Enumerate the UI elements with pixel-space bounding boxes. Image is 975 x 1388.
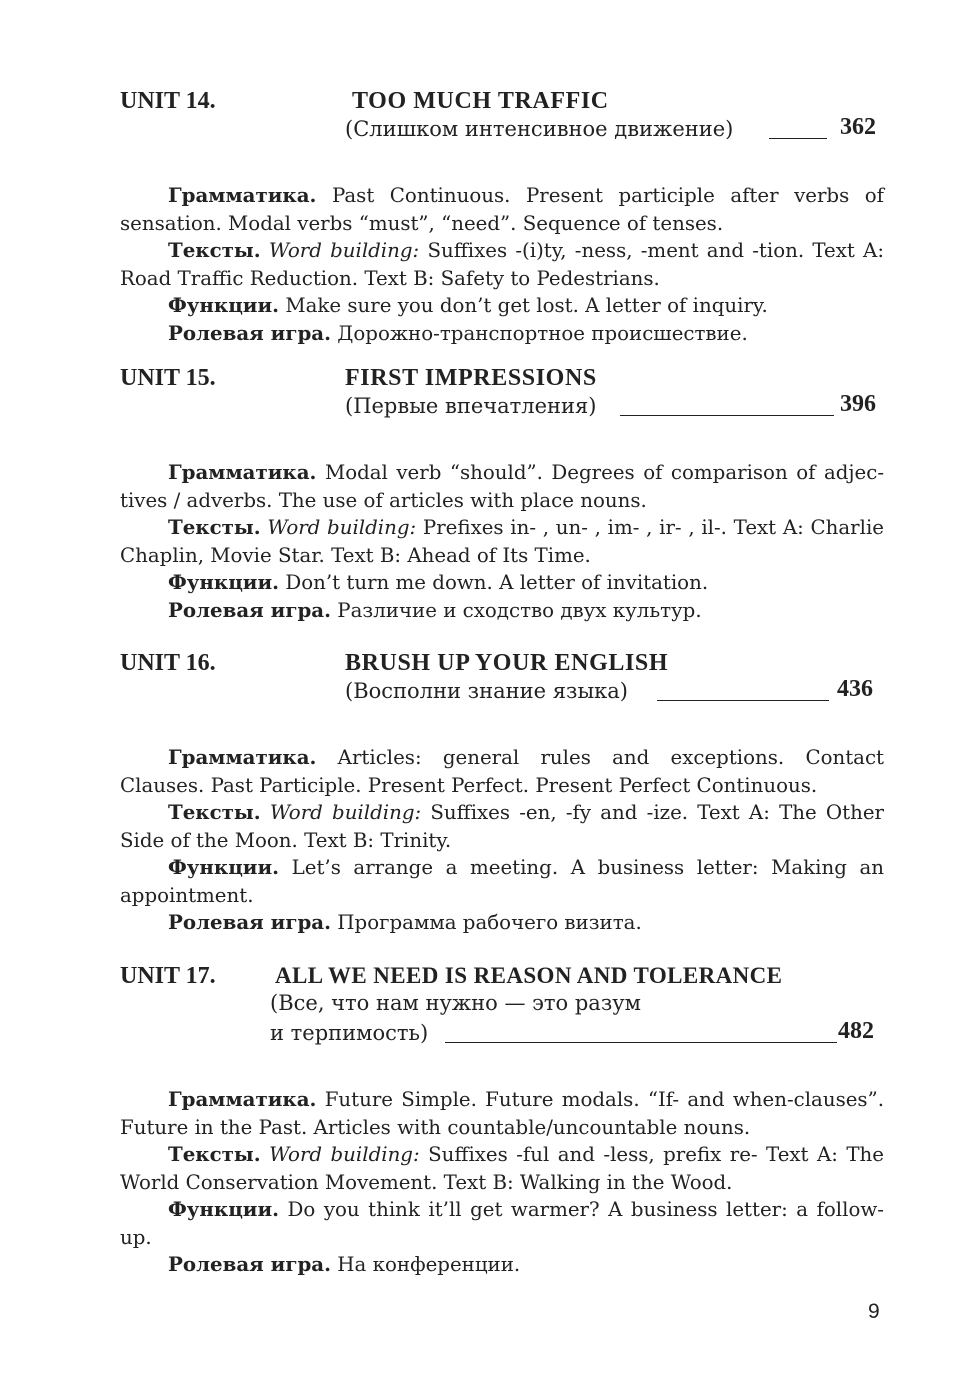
functions-paragraph (120, 854, 884, 909)
unit-title[interactable]: BRUSH UP YOUR ENGLISH (345, 650, 669, 676)
role-play-paragraph (120, 597, 884, 625)
unit-description (120, 744, 884, 937)
functions-text: Don’t turn me down. A letter of invitation. (285, 571, 709, 594)
grammar-text: Past Continuous. Present participle after verbs of sensation. Modal verbs “must”, “need”. Sequence of tenses. (120, 184, 884, 235)
texts-text: Suffixes -ful and -less, prefix re- Text A: The World Conservation Movement. Text B: Walking in the Wood. (120, 1143, 884, 1194)
unit-header (120, 365, 884, 422)
unit-description (120, 459, 884, 624)
unit-header (120, 650, 884, 707)
texts-paragraph (120, 237, 884, 292)
unit-subtitle: (Первые впечатления) (345, 394, 597, 418)
grammar-label: Грамматика. (168, 745, 317, 769)
leader-line (657, 700, 829, 701)
role-play-paragraph (120, 909, 884, 937)
role-play-text: На конференции. (337, 1253, 521, 1276)
grammar-text: Modal verb “should”. Degrees of comparison of adjec-tives / adverbs. The use of articles with place nouns. (120, 461, 885, 512)
unit-subtitle-line (345, 115, 884, 145)
grammar-label: Грамматика. (168, 460, 317, 484)
unit-number: UNIT 17. (120, 963, 216, 989)
role-play-paragraph (120, 1251, 884, 1279)
grammar-paragraph (120, 182, 884, 237)
unit-subtitle-line (270, 989, 884, 1019)
word-building-label: Word building: (269, 801, 422, 824)
unit-title[interactable]: ALL WE NEED IS REASON AND TOLERANCE (275, 963, 783, 988)
texts-label: Тексты. (168, 800, 261, 824)
functions-label: Функции. (168, 1197, 280, 1221)
unit-number: UNIT 16. (120, 650, 216, 676)
grammar-text: Articles: general rules and exceptions. Contact Clauses. Past Participle. Present Perfect. Present Perfect Continuous. (120, 746, 884, 797)
unit-number: UNIT 15. (120, 365, 216, 391)
texts-text: Prefixes in- , un- , im- , ir- , il-. Text A: Charlie Chaplin, Movie Star. Text B: Ahead of Its Time. (120, 516, 884, 567)
role-play-label: Ролевая игра. (168, 1252, 331, 1276)
functions-label: Функции. (168, 570, 280, 594)
grammar-paragraph (120, 1086, 884, 1141)
unit-page-number[interactable]: 362 (840, 114, 876, 140)
grammar-paragraph (120, 744, 884, 799)
texts-label: Тексты. (168, 238, 261, 262)
unit-title[interactable]: FIRST IMPRESSIONS (345, 365, 597, 391)
grammar-paragraph (120, 459, 884, 514)
unit-subtitle: и терпимость) (270, 1021, 429, 1045)
unit-subtitle: (Все, что нам нужно — это разум (270, 991, 641, 1015)
functions-text: Make sure you don’t get lost. A letter of inquiry. (285, 294, 768, 317)
grammar-text: Future Simple. Future modals. “If- and when-clauses”. Future in the Past. Articles with countable/uncountable nouns. (120, 1088, 884, 1139)
unit-17 (120, 963, 884, 1279)
functions-text: Let’s arrange a meeting. A business letter: Making an appointment. (120, 856, 884, 907)
role-play-label: Ролевая игра. (168, 597, 331, 622)
leader-line (620, 415, 834, 416)
word-building-label: Word building: (267, 516, 417, 539)
role-play-text: Программа рабочего визита. (337, 911, 642, 934)
unit-page-number[interactable]: 482 (838, 1018, 874, 1044)
unit-number: UNIT 14. (120, 88, 216, 114)
functions-paragraph (120, 1196, 884, 1251)
texts-paragraph (120, 1141, 884, 1196)
functions-label: Функции. (168, 855, 280, 879)
leader-line (769, 138, 827, 139)
grammar-label: Грамматика. (168, 183, 317, 207)
functions-text: Do you think it’ll get warmer? A business letter: a follow-up. (120, 1198, 884, 1249)
unit-header (120, 88, 884, 145)
page-number: 9 (868, 1300, 880, 1323)
unit-description (120, 1086, 884, 1279)
unit-16 (120, 650, 884, 937)
unit-subtitle-line (345, 392, 884, 422)
unit-subtitle-line (345, 677, 884, 707)
word-building-label: Word building: (268, 239, 420, 262)
unit-subtitle-line (270, 1019, 884, 1049)
role-play-paragraph (120, 320, 884, 348)
role-play-label: Ролевая игра. (168, 320, 331, 345)
unit-description (120, 182, 884, 347)
leader-line (445, 1042, 837, 1043)
functions-label: Функции. (168, 293, 280, 317)
texts-label: Тексты. (168, 1142, 261, 1166)
texts-text: Suffixes -(i)ty, -ness, -ment and -tion. Text A: Road Traffic Reduction. Text B: Safety to Pedestrians. (120, 239, 884, 290)
role-play-label: Ролевая игра. (168, 910, 331, 934)
unit-page-number[interactable]: 436 (837, 676, 873, 702)
unit-15 (120, 365, 884, 624)
texts-label: Тексты. (168, 515, 261, 539)
texts-paragraph (120, 514, 884, 569)
unit-subtitle: (Восполни знание языка) (345, 679, 628, 703)
role-play-text: Дорожно-транспортное происшествие. (337, 321, 748, 345)
unit-14 (120, 88, 884, 347)
role-play-text: Различие и сходство двух культур. (337, 598, 702, 622)
functions-paragraph (120, 292, 884, 320)
unit-subtitle: (Слишком интенсивное движение) (345, 117, 734, 141)
functions-paragraph (120, 569, 884, 597)
texts-text: Suffixes -en, -fy and -ize. Text A: The Other Side of the Moon. Text B: Trinity. (120, 801, 884, 852)
word-building-label: Word building: (269, 1143, 420, 1166)
unit-page-number[interactable]: 396 (840, 391, 876, 417)
grammar-label: Грамматика. (168, 1087, 317, 1111)
texts-paragraph (120, 799, 884, 854)
unit-header (120, 963, 884, 1049)
unit-title[interactable]: TOO MUCH TRAFFIC (352, 88, 609, 114)
